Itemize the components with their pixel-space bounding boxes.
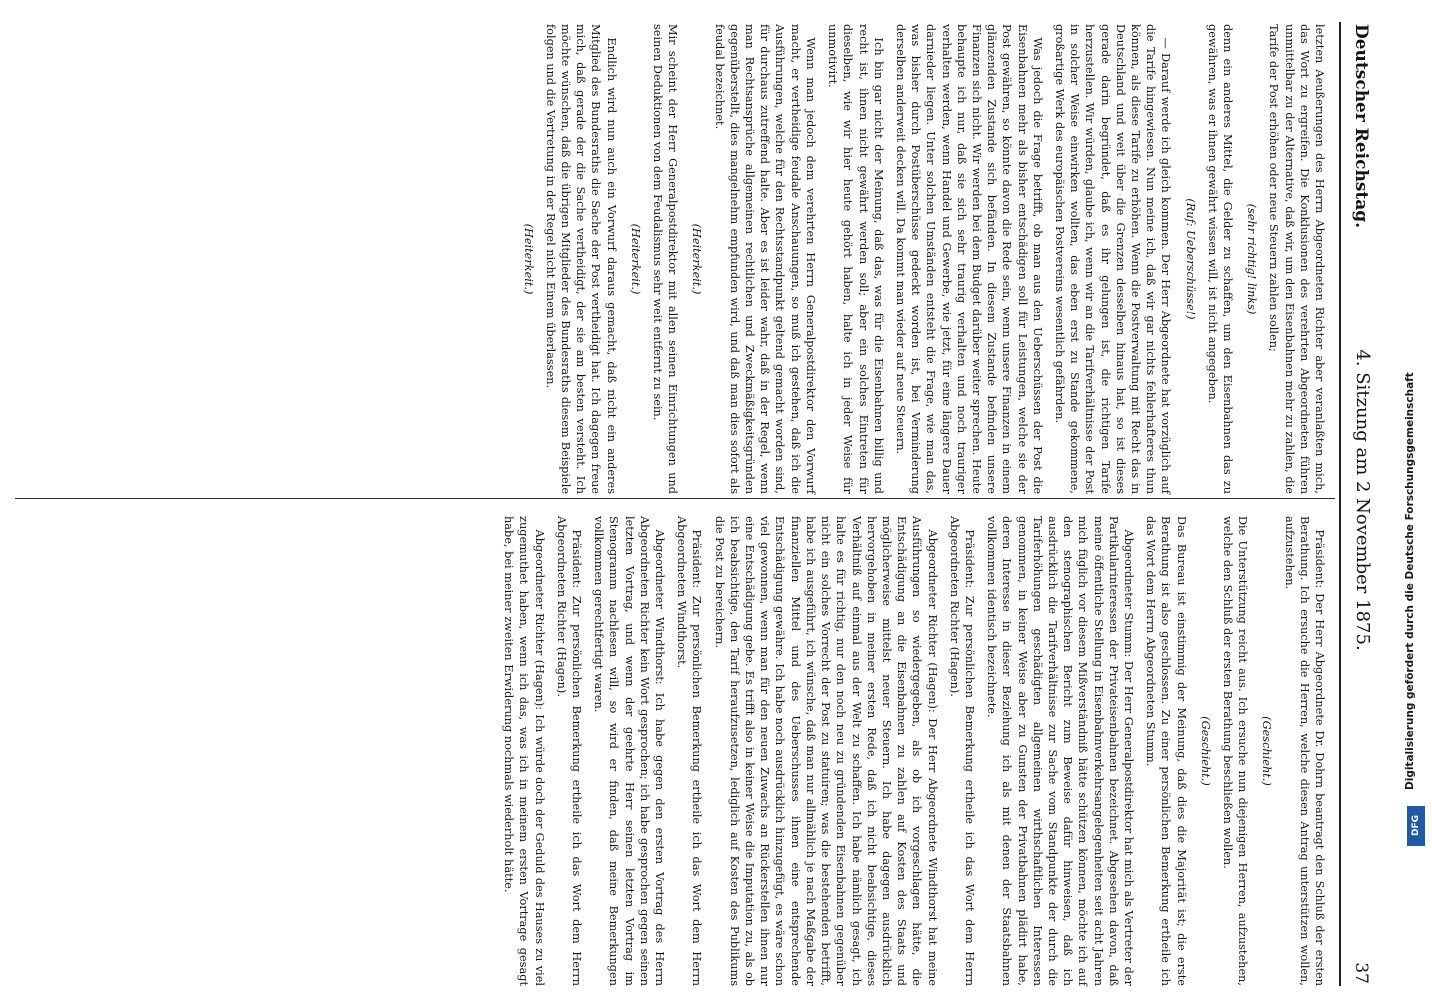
paragraph: Die Unterstützung reicht aus. Ich ersuche nun diejenigen Herren, aufzustehen, welche den Schluß der ersten Berathung beschließen wollen.	[1220, 516, 1250, 986]
paragraph: Abgeordneter Richter (Hagen): Ich würde doch der Geduld des Hauses zu viel zugemuthet haben, wenn ich das, was ich in meinem ersten Vortrage gesagt habe, bei meiner zweiten Erwiderung nochmals wiederholt hätte.	[502, 516, 546, 986]
paragraph: Was jedoch die Frage betrifft, ob man aus den Ueberschüssen der Post die Eisenbahnen mehr als bisher entschädigen soll für Leistungen, welche sie der Post gewähren, so könnte davon die Rede sein, wenn unsere Finanzen in einem glänzenden Zustande sich befänden. In diesem Zustande befinden unsere Finanzen sich nicht. Wir werden bei dem Budget darüber weiter sprechen. Heute behaupte ich nur, daß sie sich sehr traurig verhalten und noch trauriger verhalten werden, wenn Handel und Gewerbe, wie jetzt, für eine längere Dauer darnieder liegen. Unter solchen Umständen entsteht die Frage, wie man das, was bisher durch Postüberschüsse gedeckt worden ist, bei Verminderung derselben anderweit decken will. Da kommt man wieder auf neue Steuern.	[893, 24, 1044, 494]
stage-direction: (Ruf: Ueberschüsse!)	[1183, 198, 1197, 320]
paragraph: letzten Aeußerungen des Herrn Abgeordneten Richter aber veranlaßten mich, das Wort zu ergreifen. Die Konklusionen des verehrten Abgeordneten führen unmittelbar zu der Alternative, daß wir, um den Eisenbahnen mehr zu zahlen, die Tarife der Post erhöhen oder neue Steuern zahlen sollen;	[1267, 24, 1326, 494]
dfg-logo-text: DFG	[1411, 815, 1421, 837]
running-title: Deutscher Reichstag.	[1351, 24, 1371, 229]
column-divider	[15, 498, 1335, 499]
paragraph: Wenn man jedoch dem verehrten Herrn Generalpostdirektor den Vorwurf macht, er vertheidige feudale Anschauungen, so muß ich gestehen, daß ich die Ausführungen, welche für den Rechtsstandpunkt geltend gemacht worden sind, für durchaus zutreffend halte. Aber es ist leider wahr, daß in der Regel, wenn man Rechtsansprüche allgemeinen rechtlichen und Zweckmäßigkeitsgründen gegenüberstellt, dies mangelnehm empfunden wird, und daß man dies sofort als feudal bezeichnet.	[712, 24, 817, 494]
dfg-credit: Digitalisierung gefördert durch die Deutsche Forschungsgemeinschaft	[1404, 372, 1416, 790]
stage-direction: (Heiterkeit.)	[690, 223, 704, 295]
paragraph: Mir scheint der Herr Generalpostdirektor mit allen seinen Einrichtungen und seinen Deduktionen von dem Feudalismus sehr weit entfernt zu sein.	[651, 24, 680, 494]
header-rule	[1339, 22, 1341, 986]
stage-direction: (Geschieht.)	[1260, 716, 1274, 786]
paragraph: Abgeordneter Windthorst: Ich habe gegen den ersten Vortrag des Herrn Abgeordneten Richter kein Wort gesprochen; ich habe gesprochen gegen seinen letzten Vortrag, und wenn der geehrte Herr seinen letzten Vortrag im Stenogramm nachlesen will, so wird er finden, daß meine Bemerkungen vollkommen gerechtfertigt waren.	[592, 516, 667, 986]
stage-direction: (Geschieht.)	[1198, 716, 1212, 786]
paragraph: Das Bureau ist einstimmig der Meinung, daß dies die Majorität ist; die erste Berathung ist also geschlossen. Zu einer persönlichen Bemerkung ertheile ich das Wort dem Herrn Abgeordneten Stumm.	[1144, 516, 1188, 986]
paragraph: Präsident: Zur persönlichen Bemerkung ertheile ich das Wort dem Herrn Abgeordneten Richter (Hagen).	[554, 516, 584, 986]
session-title: 4. Sitzung am 2 November 1875.	[1352, 349, 1373, 651]
page-number: 37	[1351, 962, 1371, 984]
paragraph: denn ein anderes Mittel, die Gelder zu schaffen, um den Eisenbahnen das zu gewähren, was er ihnen gewährt wissen will, ist nicht angegeben.	[1205, 24, 1234, 494]
page-header	[1337, 0, 1385, 1000]
stage-direction: (Heiterkeit.)	[521, 223, 535, 295]
paragraph: Ich bin gar nicht der Meinung, daß das, was für die Eisenbahnen billig und recht ist, ihnen nicht gewährt werden soll; aber ein solches Eintreten für dieselben, wie wir hier heute gehört haben, halte ich in jeder Weise für unmotivirt.	[826, 24, 885, 494]
paragraph: Endlich wird nun auch ein Vorwurf daraus gemacht, daß nicht ein anderes Mitglied des Bundesraths die Sache der Post vertheidigt hat. Ich dagegen freue mich, daß gerade der die Sache vertheidigt, der sie am besten versteht. Ich möchte wünschen, daß die übrigen Mitglieder des Bundesraths diesem Beispiele folgen und die Vertretung in der Regel nicht Einem überlassen.	[543, 24, 618, 494]
dfg-logo	[1407, 806, 1425, 846]
paragraph: Präsident: Zur persönlichen Bemerkung ertheile ich das Wort dem Herrn Abgeordneten Windthorst.	[675, 516, 704, 986]
paragraph: Abgeordneter Richter (Hagen): Der Herr Abgeordnete Windthorst hat meine Ausführungen so wiedergegeben, als ob ich vorgeschlagen hätte, die Entschädigung an die Eisenbahnen zu zahlen auf Kosten des Staats und möglicherweise mittelst neuer Steuern. Ich habe dagegen ausdrücklich hervorgehoben in meiner ersten Rede, daß ich nicht beabsichtige, dieses Verhältniß auf einmal aus der Welt zu schaffen. Ich habe nämlich gesagt, ich halte es für richtig, nur den noch neu zu gründenden Eisenbahnen gegenüber nicht ein solches Vorrecht der Post zu statuiren; was die bestehenden betrifft, habe ich ausgeführt, ich wünsche, daß man nur allmählich je nach Maßgabe der finanziellen Mittel und des Ueberschusses ihnen eine entsprechende Entschädigung gewähre. Ich habe noch ausdrücklich hinzugefügt, es wäre schon viel gewonnen, wenn man für den neuen Zuwachs an Rückerstellen ihnen nur eine Entschädigung gebe. Es trifft also in keiner Weise die Imputation zu, als ob ich beabsichtige, den Tarif heraufzusetzen, lediglich auf Kosten des Publikums die Post zu bereichern.	[712, 516, 939, 986]
stage-direction: (sehr richtig! links)	[1245, 203, 1259, 315]
paragraph: Abgeordneter Stumm: Der Herr Generalpostdirektor hat mich als Vertreter der Partikularinteressen der Privateisenbahnen bezeichnet. Abgesehen davon, daß meine öffentliche Stellung in Eisenbahnverkehrsangelegenheiten seit acht Jahren mich füglich vor diesem Mißverständniß hätte schützen können, möchte ich auf den stenographischen Bericht zum Beweise dafür hinweisen, daß ich ausdrücklich die Tarifverhältnisse zur Sache vom Standpunkte der durch die Tariferhöhungen geschädigten allgemeinen wirthschaftlichen Interessen genommen, in keiner Weise aber zu Gunsten der Privatbahnen plädirt habe, deren Interesse in dieser Beziehung ich als mit denen der Staatsbahnen vollkommen identisch bezeichnete.	[985, 516, 1135, 986]
paragraph: Präsident: Zur persönlichen Bemerkung ertheile ich das Wort dem Herrn Abgeordneten Richter (Hagen).	[947, 516, 976, 986]
left-column	[511, 24, 1327, 494]
paragraph: Präsident: Der Herr Abgeordnete Dr. Dohrn beantragt den Schluß der ersten Berathung. Ich ersuche die Herren, welche diesen Antrag unterstützen wollen, aufzustehen.	[1282, 516, 1326, 986]
paragraph: — Darauf werde ich gleich kommen. Der Herr Abgeordnete hat vorzüglich auf die Tarife hingewiesen. Nun meine ich, daß wir gar nichts fehlerhafteres thun können, als diese Tarife zu erhöhen. Wenn die Postverwaltung mit Recht das in Deutschland und weit über die Grenzen desselben hinaus hat, so ist dieses gerade darin begründet, daß es ihr gelungen ist, die richtigen Tarife herzustellen. Wir würden, glaube ich, wenn wir an die Tarifverhältnisse der Post in solcher Weise einwirken wollten, das eben erst zu Stande gekommene, großartige Werk des europäischen Postvereins wesentlich gefährden.	[1052, 24, 1173, 494]
stage-direction: (Heiterkeit.)	[628, 223, 642, 295]
right-column	[494, 516, 1327, 986]
